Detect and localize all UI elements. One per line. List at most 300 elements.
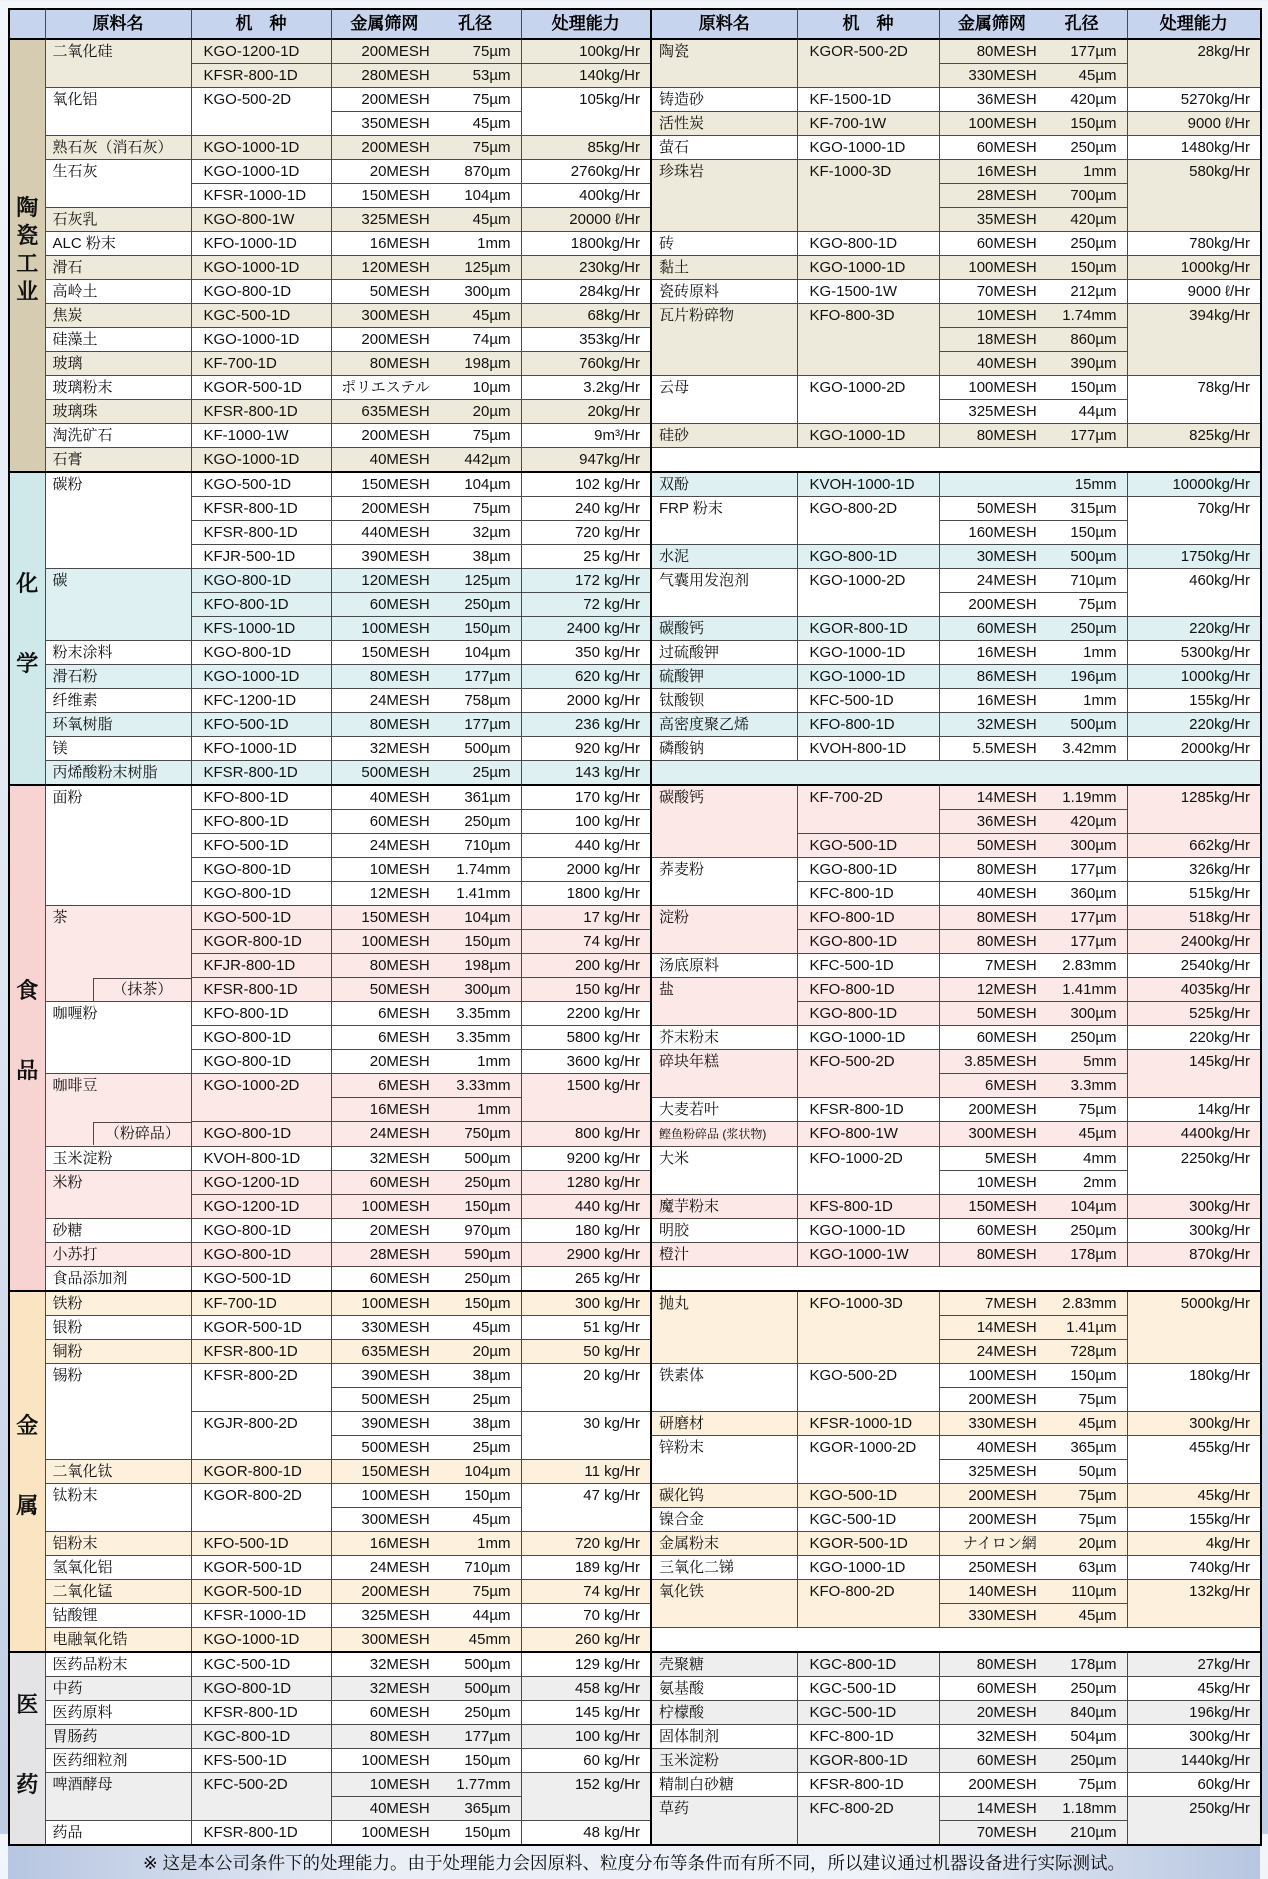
capacity-cell: 11 kg/Hr [521,1460,651,1484]
capacity-cell: 51 kg/Hr [521,1316,651,1340]
table-row [9,737,1261,761]
mesh-aperture-cell: 10MESH 1.74mm [331,858,521,882]
machine-cell: KGO-800-1D [191,1122,331,1147]
material-cell: 中药 [45,1677,191,1701]
material-cell: 高密度聚乙烯 [651,713,797,737]
table-row [9,1628,1261,1653]
machine-cell: KVOH-800-1D [191,1147,331,1171]
machine-cell: KFSR-800-1D [191,978,331,1002]
table-row [9,256,1261,280]
mesh-aperture-cell: 100MESH 150µm [331,1821,521,1846]
table-row [9,1050,1261,1074]
material-cell: 研磨材 [651,1412,797,1436]
mesh-aperture-cell: 250MESH 63µm [939,1556,1127,1580]
machine-cell: KGO-1000-2D [191,1074,331,1122]
machine-cell: KGO-800-1D [797,545,939,569]
table-row [9,713,1261,737]
machine-cell: KG-1500-1W [797,280,939,304]
capacity-cell: 1000kg/Hr [1127,665,1261,689]
capacity-cell: 3.2kg/Hr [521,376,651,400]
machine-cell: KFSR-800-1D [191,400,331,424]
capacity-cell: 132kg/Hr [1127,1580,1261,1628]
mesh-aperture-cell: 60MESH 250µm [331,593,521,617]
mesh-aperture-cell: 50MESH 300µm [331,978,521,1002]
capacity-cell: 220kg/Hr [1127,713,1261,737]
machine-cell: KGOR-500-1D [797,1532,939,1556]
capacity-cell: 74 kg/Hr [521,1580,651,1604]
machine-cell: KFSR-800-1D [797,1098,939,1122]
material-cell: 铜粉 [45,1340,191,1364]
machine-cell: KF-1000-1W [191,424,331,448]
machine-cell: KGO-800-1D [191,1050,331,1074]
machine-cell: KFC-500-2D [191,1773,331,1821]
table-row [9,1171,1261,1195]
capacity-cell: 9200 kg/Hr [521,1147,651,1171]
mesh-aperture-cell: 28MESH 590µm [331,1243,521,1267]
mesh-aperture-cell: 7MESH 2.83mm [939,954,1127,978]
machine-cell: KFO-800-1D [797,978,939,1002]
material-cell: 双酚 [651,472,797,497]
mesh-aperture-cell: 390MESH 38µm [331,545,521,569]
mesh-aperture-cell: 80MESH 177µm [939,906,1127,930]
mesh-aperture-cell: 70MESH 210µm [939,1821,1127,1846]
mesh-aperture-cell: 100MESH 150µm [939,256,1127,280]
table-row [9,689,1261,713]
capacity-cell: 180 kg/Hr [521,1219,651,1243]
material-cell: 镍合金 [651,1508,797,1532]
mesh-aperture-cell: 200MESH 75µm [939,1508,1127,1532]
capacity-cell: 350 kg/Hr [521,641,651,665]
section-label: 陶 瓷 工 业 [9,39,45,472]
material-cell: 铁素体 [651,1364,797,1412]
capacity-cell: 326kg/Hr [1127,858,1261,882]
table-row [9,39,1261,64]
material-cell: 丙烯酸粉末树脂 [45,761,191,786]
machine-cell: KGO-1000-1D [797,1219,939,1243]
material-cell: 氧化铝 [45,88,191,136]
machine-cell: KFSR-800-2D [191,1364,331,1412]
machine-cell: KGC-500-1D [797,1701,939,1725]
material-cell: 水泥 [651,545,797,569]
mesh-aperture-cell: 150MESH 104µm [331,184,521,208]
table-row [9,1725,1261,1749]
capacity-cell: 5800 kg/Hr [521,1026,651,1050]
machine-cell: KGO-1000-1D [191,448,331,473]
machine-cell: KGO-800-1D [191,569,331,593]
material-cell: 熟石灰（消石灰） [45,136,191,160]
capacity-cell: 394kg/Hr [1127,304,1261,376]
mesh-aperture-cell: 100MESH 150µm [331,1195,521,1219]
machine-cell: KF-1500-1D [797,88,939,112]
table-row [9,64,1261,88]
capacity-cell: 220kg/Hr [1127,1026,1261,1050]
mesh-aperture-cell: 24MESH 750µm [331,1122,521,1147]
machine-cell: KFO-800-2D [797,1580,939,1628]
machine-cell: KGOR-500-1D [191,376,331,400]
material-cell: 瓷砖原料 [651,280,797,304]
mesh-aperture-cell: 330MESH 45µm [939,64,1127,88]
capacity-cell: 720 kg/Hr [521,1532,651,1556]
mesh-aperture-cell: 200MESH 74µm [331,328,521,352]
capacity-cell: 129 kg/Hr [521,1652,651,1677]
mesh-aperture-cell: 50MESH 315µm [939,497,1127,521]
table-row [9,521,1261,545]
material-cell: 铝粉末 [45,1532,191,1556]
machine-cell: KGO-800-1D [191,1677,331,1701]
mesh-aperture-cell: 325MESH 45µm [331,208,521,232]
table-row [9,352,1261,376]
mesh-aperture-cell: 80MESH 178µm [939,1243,1127,1267]
mesh-aperture-cell: 40MESH 365µm [331,1797,521,1821]
col-header-mesh-aperture: 金属筛网 孔径 [331,9,521,39]
capacity-cell: 100 kg/Hr [521,1725,651,1749]
mesh-aperture-cell: 200MESH 75µm [331,88,521,112]
capacity-cell: 1480kg/Hr [1127,136,1261,160]
material-cell: 纤维素 [45,689,191,713]
mesh-aperture-cell: 200MESH 75µm [939,1484,1127,1508]
material-cell: 云母 [651,376,797,424]
table-row [9,545,1261,569]
mesh-aperture-cell: 16MESH 1mm [331,232,521,256]
machine-cell: KFSR-800-1D [191,521,331,545]
mesh-aperture-cell: 150MESH 104µm [939,1195,1127,1219]
mesh-aperture-cell: 32MESH 504µm [939,1725,1127,1749]
machine-cell: KFSR-800-1D [191,1701,331,1725]
material-cell: 铸造砂 [651,88,797,112]
material-cell: 碳粉 [45,472,191,569]
table-header [9,9,1261,39]
mesh-aperture-cell: 100MESH 150µm [331,1291,521,1316]
capacity-cell: 5270kg/Hr [1127,88,1261,112]
mesh-aperture-cell: 150MESH 104µm [331,641,521,665]
material-cell: 砖 [651,232,797,256]
machine-cell: KFS-800-1D [797,1195,939,1219]
table-row [9,858,1261,882]
machine-cell: KGO-800-1D [191,1219,331,1243]
table-row [9,761,1261,786]
capacity-cell: 780kg/Hr [1127,232,1261,256]
material-cell: 淀粉 [651,906,797,954]
table-row [9,1412,1261,1436]
material-cell: 玻璃粉末 [45,376,191,400]
sub-item-box: （抹茶） [93,978,190,1002]
table-row [9,304,1261,328]
mesh-aperture-cell: 325MESH 44µm [939,400,1127,424]
capacity-cell: 9m³/Hr [521,424,651,448]
machine-cell: KFO-800-1D [797,713,939,737]
machine-cell: KGO-1000-1D [191,256,331,280]
capacity-cell: 2250kg/Hr [1127,1147,1261,1195]
table-row [9,1580,1261,1604]
machine-cell: KFO-500-1D [191,1532,331,1556]
table-row [9,1484,1261,1508]
capacity-cell: 515kg/Hr [1127,882,1261,906]
machine-cell: KGO-1000-1D [191,160,331,184]
capacity-cell: 48 kg/Hr [521,1821,651,1846]
mesh-aperture-cell: 60MESH 250µm [939,1219,1127,1243]
table-row [9,448,1261,473]
material-cell: 茶 [45,906,191,978]
capacity-cell: 25 kg/Hr [521,545,651,569]
capacity-cell: 152 kg/Hr [521,1773,651,1821]
machine-cell: KGO-1000-1D [191,1628,331,1653]
machine-cell: KFSR-1000-1D [797,1412,939,1436]
material-cell: 玉米淀粉 [651,1749,797,1773]
mesh-aperture-cell: 6MESH 3.33mm [331,1074,521,1098]
machine-cell: KFJR-500-1D [191,545,331,569]
mesh-aperture-cell: 100MESH 150µm [939,1364,1127,1388]
mesh-aperture-cell: 300MESH 45mm [331,1628,521,1653]
capacity-cell: 236 kg/Hr [521,713,651,737]
capacity-cell: 150 kg/Hr [521,978,651,1002]
mesh-aperture-cell: 440MESH 32µm [331,521,521,545]
machine-cell: KGO-800-1D [191,1243,331,1267]
capacity-cell: 180kg/Hr [1127,1364,1261,1412]
machine-cell: KGOR-800-1D [797,1749,939,1773]
machine-cell: KVOH-1000-1D [797,472,939,497]
material-cell: 硅砂 [651,424,797,448]
capacity-cell: 20 kg/Hr [521,1364,651,1412]
mesh-aperture-cell: 20MESH 1mm [331,1050,521,1074]
mesh-aperture-cell: 300MESH 45µm [939,1122,1127,1147]
mesh-aperture-cell: 330MESH 45µm [331,1316,521,1340]
material-cell: 淘洗矿石 [45,424,191,448]
material-cell: 玉米淀粉 [45,1147,191,1171]
table-row [9,834,1261,858]
table-row [9,593,1261,617]
mesh-aperture-cell: 5MESH 4mm [939,1147,1127,1171]
mesh-aperture-cell: 200MESH 75µm [331,1580,521,1604]
col-header-material: 原料名 [651,9,797,39]
capacity-cell: 662kg/Hr [1127,834,1261,858]
material-cell: 生石灰 [45,160,191,208]
table-row [9,1195,1261,1219]
mesh-aperture-cell: 200MESH 75µm [331,424,521,448]
machine-cell: KGO-1000-1D [797,136,939,160]
machine-cell: KFSR-800-1D [191,64,331,88]
material-cell: 铁粉 [45,1291,191,1316]
mesh-aperture-cell: 86MESH 196µm [939,665,1127,689]
material-cell: 医药品粉末 [45,1652,191,1677]
machine-cell: KF-700-1D [191,352,331,376]
machine-cell: KGO-1200-1D [191,1171,331,1195]
machine-cell: KGO-1200-1D [191,39,331,64]
machine-cell: KF-700-1W [797,112,939,136]
mesh-aperture-cell: 200MESH 75µm [331,497,521,521]
capacity-cell: 870kg/Hr [1127,1243,1261,1267]
machine-cell: KGOR-500-1D [191,1580,331,1604]
machine-cell: KGO-500-2D [797,1364,939,1412]
machine-cell: KFC-1200-1D [191,689,331,713]
mesh-aperture-cell: 50MESH 300µm [939,834,1127,858]
table-row [9,1773,1261,1797]
mesh-aperture-cell: 60MESH 250µm [331,1701,521,1725]
table-row [9,1749,1261,1773]
machine-cell: KGO-500-1D [191,1267,331,1292]
capacity-cell: 145kg/Hr [1127,1050,1261,1098]
capacity-cell: 74 kg/Hr [521,930,651,954]
capacity-cell: 155kg/Hr [1127,1508,1261,1532]
capacity-cell: 220kg/Hr [1127,617,1261,641]
machine-cell: KFO-800-1D [797,906,939,930]
machine-cell: KGO-500-1D [191,472,331,497]
mesh-aperture-cell: 24MESH 728µm [939,1340,1127,1364]
section-label: 医 药 [9,1652,45,1845]
table-row [9,1316,1261,1340]
capacity-cell: 300kg/Hr [1127,1219,1261,1243]
mesh-aperture-cell: 350MESH 45µm [331,112,521,136]
material-cell: 三氧化二锑 [651,1556,797,1580]
col-header-material: 原料名 [45,9,191,39]
machine-cell: KGO-1000-1D [191,665,331,689]
table-row [9,1002,1261,1026]
material-cell: 明胶 [651,1219,797,1243]
col-header-capacity: 处理能力 [1127,9,1261,39]
mesh-aperture-cell: 500MESH 25µm [331,1436,521,1460]
material-cell: 荞麦粉 [651,858,797,906]
sub-item-box: （粉碎品） [93,1122,190,1146]
machine-cell: KGC-500-1D [797,1508,939,1532]
material-cell: 粉末涂料 [45,641,191,665]
material-cell: 滑石 [45,256,191,280]
table-row [9,882,1261,906]
material-cell: 钛粉末 [45,1484,191,1532]
material-cell: 二氧化钛 [45,1460,191,1484]
material-cell: 草药 [651,1797,797,1846]
material-cell: 壳聚糖 [651,1652,797,1677]
machine-cell: KFSR-800-1D [191,497,331,521]
material-cell: 石灰乳 [45,208,191,232]
table-row [9,810,1261,834]
table-row [9,280,1261,304]
capacity-cell: 230kg/Hr [521,256,651,280]
capacity-cell: 45kg/Hr [1127,1677,1261,1701]
machine-cell: KGO-1000-1D [797,641,939,665]
mesh-aperture-cell: 60MESH 250µm [331,810,521,834]
machine-cell: KGO-800-1D [191,280,331,304]
machine-cell: KF-700-1D [191,1291,331,1316]
mesh-aperture-cell: 60MESH 250µm [939,617,1127,641]
material-cell: 镁 [45,737,191,761]
material-cell: 钛酸钡 [651,689,797,713]
table-row [9,617,1261,641]
table-row [9,641,1261,665]
material-cell: 磷酸钠 [651,737,797,761]
machine-cell: KGO-500-1D [797,834,939,858]
capacity-cell: 143 kg/Hr [521,761,651,786]
table-row [9,472,1261,497]
mesh-aperture-cell: 390MESH 38µm [331,1412,521,1436]
capacity-cell: 825kg/Hr [1127,424,1261,448]
capacity-cell: 78kg/Hr [1127,376,1261,424]
machine-cell: KGO-800-1D [191,1026,331,1050]
material-cell: 药品 [45,1821,191,1846]
machine-cell: KFO-800-1D [191,810,331,834]
machine-cell: KGO-800-1D [797,930,939,954]
machine-cell: KFC-800-1D [797,1725,939,1749]
material-cell: 小苏打 [45,1243,191,1267]
capacity-cell: 4035kg/Hr [1127,978,1261,1002]
machine-cell: KFS-1000-1D [191,617,331,641]
section-label: 化 学 [9,472,45,785]
machine-cell: KGC-800-1D [191,1725,331,1749]
material-cell: 硅藻土 [45,328,191,352]
mesh-aperture-cell: 635MESH 20µm [331,1340,521,1364]
mesh-aperture-cell: 16MESH 1mm [331,1532,521,1556]
table-row [9,1701,1261,1725]
capacity-cell: 1750kg/Hr [1127,545,1261,569]
mesh-aperture-cell: 80MESH 177µm [939,930,1127,954]
machine-cell: KFO-800-3D [797,304,939,376]
mesh-aperture-cell: 80MESH 178µm [939,1652,1127,1677]
mesh-aperture-cell: 10MESH 2mm [939,1171,1127,1195]
mesh-aperture-cell: 24MESH 710µm [331,1556,521,1580]
machine-cell: KGC-500-1D [191,304,331,328]
capacity-cell: 45kg/Hr [1127,1484,1261,1508]
capacity-cell: 740kg/Hr [1127,1556,1261,1580]
capacity-cell: 240 kg/Hr [521,497,651,521]
capacity-cell: 1800 kg/Hr [521,882,651,906]
material-cell: 食品添加剂 [45,1267,191,1292]
capacity-cell: 460kg/Hr [1127,569,1261,617]
machine-cell: KGO-1000-1D [191,136,331,160]
machine-cell: KGOR-800-2D [191,1484,331,1532]
mesh-aperture-cell: 120MESH 125µm [331,569,521,593]
capacity-cell: 155kg/Hr [1127,689,1261,713]
machine-cell: KGO-800-1D [191,858,331,882]
table-row [9,1532,1261,1556]
mesh-aperture-cell: 14MESH 1.18mm [939,1797,1127,1821]
material-cell: 柠檬酸 [651,1701,797,1725]
machine-cell: KGO-500-1D [191,906,331,930]
mesh-aperture-cell: 12MESH 1.41mm [939,978,1127,1002]
capacity-cell: 1000kg/Hr [1127,256,1261,280]
capacity-table [8,8,1262,1846]
mesh-aperture-cell: 40MESH 361µm [331,785,521,810]
capacity-cell: 3600 kg/Hr [521,1050,651,1074]
mesh-aperture-cell: 80MESH 198µm [331,954,521,978]
machine-cell: KFSR-800-1D [191,761,331,786]
mesh-aperture-cell: 16MESH 1mm [939,689,1127,713]
mesh-aperture-cell: 60MESH 250µm [939,136,1127,160]
capacity-cell: 28kg/Hr [1127,39,1261,88]
material-cell: 锌粉末 [651,1436,797,1484]
machine-cell: KGOR-800-1D [797,617,939,641]
mesh-aperture-cell: 80MESH 177µm [939,424,1127,448]
table-row [9,1604,1261,1628]
capacity-cell: 172 kg/Hr [521,569,651,593]
mesh-aperture-cell: 325MESH 50µm [939,1460,1127,1484]
machine-cell: KFO-1000-2D [797,1147,939,1195]
mesh-aperture-cell: 20MESH 840µm [939,1701,1127,1725]
machine-cell: KFS-500-1D [191,1749,331,1773]
capacity-cell: 70 kg/Hr [521,1604,651,1628]
mesh-aperture-cell: 32MESH 500µm [939,713,1127,737]
capacity-cell: 27kg/Hr [1127,1652,1261,1677]
capacity-cell: 30 kg/Hr [521,1412,651,1460]
material-cell: 滑石粉 [45,665,191,689]
material-cell: 胃肠药 [45,1725,191,1749]
machine-cell: KGO-1000-1D [797,1556,939,1580]
capacity-cell: 200 kg/Hr [521,954,651,978]
mesh-aperture-cell: 14MESH 1.41µm [939,1316,1127,1340]
table-row [9,328,1261,352]
table-row [9,1460,1261,1484]
material-cell: 钴酸锂 [45,1604,191,1628]
material-cell: 米粉 [45,1171,191,1219]
section-label: 食 品 [9,785,45,1291]
mesh-aperture-cell: 36MESH 420µm [939,88,1127,112]
